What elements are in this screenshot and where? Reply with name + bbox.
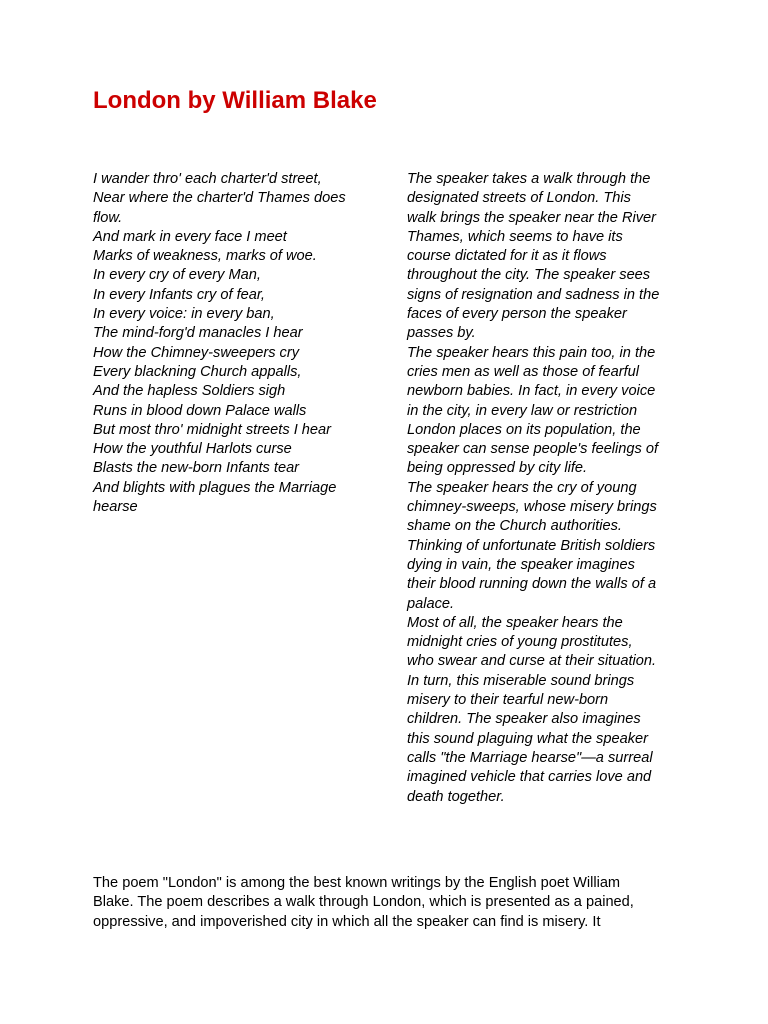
explanation-line: in the city, in every law or restriction	[407, 402, 638, 419]
poem-line: And blights with plagues the Marriage	[93, 479, 337, 496]
explanation-line: walk brings the speaker near the River	[407, 209, 657, 226]
explanation-line: The speaker hears this pain too, in the	[407, 344, 656, 361]
explanation-line: Thames, which seems to have its	[407, 228, 623, 245]
poem-line: Every blackning Church appalls,	[93, 363, 302, 380]
paragraph-line: Blake. The poem describes a walk through London, which is presented as a pained,	[93, 894, 634, 911]
explanation-line: Thinking of unfortunate British soldiers	[407, 537, 656, 554]
poem-line: How the youthful Harlots curse	[93, 441, 292, 458]
intro-paragraph	[93, 874, 683, 932]
explanation-line: faces of every person the speaker	[407, 306, 627, 323]
page-title: London by William Blake	[93, 87, 377, 114]
explanation-line: death together.	[407, 788, 505, 805]
explanation-line: The speaker takes a walk through the	[407, 171, 651, 187]
poem-line: Runs in blood down Palace walls	[93, 402, 307, 419]
explanation-line: London places on its population, the	[407, 421, 641, 438]
explanation-line: The speaker hears the cry of young	[407, 479, 637, 496]
poem-line: Near where the charter'd Thames does	[93, 190, 346, 207]
explanation-line: speaker can sense people's feelings of	[407, 441, 659, 458]
explanation-line: midnight cries of young prostitutes,	[407, 634, 633, 651]
explanation-line: misery to their tearful new-born	[407, 692, 609, 709]
explanation-line: dying in vain, the speaker imagines	[407, 556, 635, 573]
explanation-line: palace.	[407, 595, 455, 612]
poem-line: In every cry of every Man,	[93, 267, 261, 284]
poem-line: Marks of weakness, marks of woe.	[93, 248, 317, 265]
poem-line: And mark in every face I meet	[93, 228, 287, 245]
poem-line: In every voice: in every ban,	[93, 306, 275, 323]
poem-text-column	[93, 170, 373, 517]
explanation-line: course dictated for it as it flows	[407, 248, 607, 265]
explanation-line: throughout the city. The speaker sees	[407, 267, 651, 284]
explanation-line: In turn, this miserable sound brings	[407, 672, 635, 689]
explanation-line: passes by.	[407, 325, 476, 342]
poem-line: I wander thro' each charter'd street,	[93, 171, 322, 187]
explanation-line: chimney-sweeps, whose misery brings	[407, 499, 657, 516]
explanation-line: being oppressed by city life.	[407, 460, 588, 477]
paragraph-line: oppressive, and impoverished city in which all the speaker can find is misery. It	[93, 913, 601, 930]
poem-line: Blasts the new-born Infants tear	[93, 460, 300, 477]
poem-line: But most thro' midnight streets I hear	[93, 421, 332, 438]
explanation-line: Most of all, the speaker hears the	[407, 614, 623, 631]
explanation-line: children. The speaker also imagines	[407, 711, 641, 728]
paragraph-line: The poem "London" is among the best known writings by the English poet William	[93, 875, 621, 891]
poem-line: How the Chimney-sweepers cry	[93, 344, 300, 361]
explanation-line: designated streets of London. This	[407, 190, 631, 207]
poem-line: flow.	[93, 209, 123, 226]
explanation-line: imagined vehicle that carries love and	[407, 769, 652, 786]
poem-line: And the hapless Soldiers sigh	[93, 383, 286, 400]
explanation-line: calls "the Marriage hearse"—a surreal	[407, 749, 653, 766]
explanation-line: signs of resignation and sadness in the	[407, 286, 660, 303]
poem-explanation-column	[407, 170, 679, 807]
explanation-line: newborn babies. In fact, in every voice	[407, 383, 656, 400]
explanation-line: who swear and curse at their situation.	[407, 653, 657, 670]
explanation-line: cries men as well as those of fearful	[407, 363, 639, 380]
explanation-line: this sound plaguing what the speaker	[407, 730, 648, 747]
explanation-line: shame on the Church authorities.	[407, 518, 622, 535]
poem-line: In every Infants cry of fear,	[93, 286, 265, 303]
poem-line: hearse	[93, 499, 138, 516]
poem-line: The mind-forg'd manacles I hear	[93, 325, 303, 342]
explanation-line: their blood running down the walls of a	[407, 576, 657, 593]
